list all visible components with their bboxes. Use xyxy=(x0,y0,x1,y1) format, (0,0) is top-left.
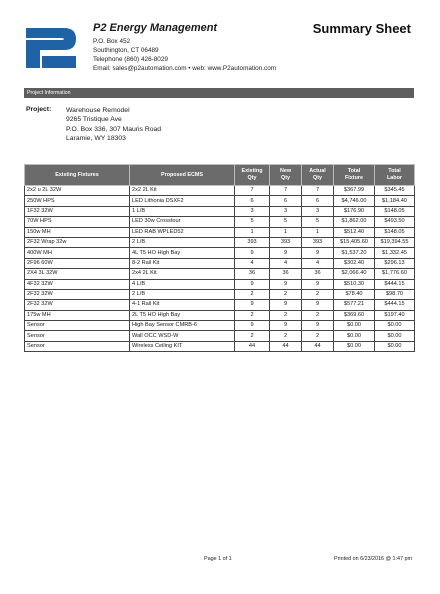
table-cell: 36 xyxy=(302,269,334,279)
table-cell: 4L T5 HO High Bay xyxy=(130,248,235,258)
telephone-line: Telephone (860) 426-8029 xyxy=(93,56,168,63)
table-cell: 393 xyxy=(235,237,270,247)
column-header-text: Qty xyxy=(247,175,257,181)
table-header-row xyxy=(25,165,415,186)
table-cell: $1,776.60 xyxy=(375,269,415,279)
table-cell: $0.00 xyxy=(375,321,415,331)
table-cell: 400W MH xyxy=(25,248,130,258)
table-cell: 6 xyxy=(270,196,302,206)
column-header xyxy=(375,165,415,186)
table-cell: 2x2 u 2L 32W xyxy=(25,186,130,196)
table-cell: 4 xyxy=(270,258,302,268)
table-cell: 4-1 Rail Kit xyxy=(130,300,235,310)
column-header-text: New xyxy=(279,168,292,174)
project-po-box: P.O. Box 336, 307 Mauris Road xyxy=(66,125,162,133)
project-label: Project: xyxy=(26,106,52,113)
table-cell: 2X4 3L 32W xyxy=(25,269,130,279)
table-row xyxy=(25,289,415,299)
table-cell: 5 xyxy=(302,217,334,227)
table-cell: 2x4 2L Kit xyxy=(130,269,235,279)
project-street: 9265 Tristique Ave xyxy=(66,116,122,124)
table-cell: 393 xyxy=(270,237,302,247)
table-cell: 9 xyxy=(302,321,334,331)
column-header-text: Actual xyxy=(309,168,326,174)
column-header xyxy=(334,165,375,186)
table-cell: 2F32 32W xyxy=(25,289,130,299)
table-cell: 9 xyxy=(235,279,270,289)
table-cell: 2 xyxy=(302,331,334,341)
project-city: Laramie, WY 18303 xyxy=(66,135,126,143)
table-cell: 9 xyxy=(302,248,334,258)
table-cell: 1 xyxy=(235,227,270,237)
table-row xyxy=(25,310,415,320)
table-cell: 175w MH xyxy=(25,310,130,320)
table-cell: $176.90 xyxy=(334,206,375,216)
table-cell: 4F32 32W xyxy=(25,279,130,289)
table-cell: 1 xyxy=(270,227,302,237)
table-cell: $510.30 xyxy=(334,279,375,289)
table-cell: 9 xyxy=(270,248,302,258)
column-header-text: Qty xyxy=(313,175,322,181)
table-cell: 2 xyxy=(270,331,302,341)
column-header xyxy=(235,165,270,186)
table-cell: $444.15 xyxy=(375,300,415,310)
table-cell: 44 xyxy=(270,341,302,351)
table-cell: $2,066.40 xyxy=(334,269,375,279)
table-row xyxy=(25,341,415,351)
table-cell: 2 xyxy=(302,310,334,320)
table-cell: $0.00 xyxy=(375,341,415,351)
table-cell: Sensor xyxy=(25,341,130,351)
table-cell: 2 L/B xyxy=(130,237,235,247)
table-cell: 9 xyxy=(302,300,334,310)
section-header-project-information: Project Information xyxy=(24,88,414,98)
table-cell: 1 xyxy=(302,227,334,237)
table-row xyxy=(25,258,415,268)
table-cell: $4,746.00 xyxy=(334,196,375,206)
table-row xyxy=(25,206,415,216)
table-cell: 70W HPS xyxy=(25,217,130,227)
table-cell: 9 xyxy=(270,321,302,331)
table-row xyxy=(25,331,415,341)
table-cell: 4 xyxy=(235,258,270,268)
column-header xyxy=(270,165,302,186)
column-header-text: Total xyxy=(347,168,361,174)
table-cell: 2F32 Wrap 32w xyxy=(25,237,130,247)
table-cell: $444.15 xyxy=(375,279,415,289)
table-cell: 9 xyxy=(235,248,270,258)
table-cell: 2 xyxy=(270,310,302,320)
table-cell: 9 xyxy=(302,279,334,289)
table-cell: 36 xyxy=(235,269,270,279)
table-cell: 9 xyxy=(235,321,270,331)
table-row xyxy=(25,237,415,247)
table-row xyxy=(25,217,415,227)
table-cell: $512.40 xyxy=(334,227,375,237)
company-block xyxy=(93,22,276,73)
table-cell: $197.40 xyxy=(375,310,415,320)
table-cell: High Bay Sensor CMRB-6 xyxy=(130,321,235,331)
table-cell: $296.13 xyxy=(375,258,415,268)
table-cell: 1F32 32W xyxy=(25,206,130,216)
column-header-text: Qty xyxy=(281,175,290,181)
table-cell: $345.45 xyxy=(375,186,415,196)
table-cell: LED RAB WPLED52 xyxy=(130,227,235,237)
table-body xyxy=(25,186,415,352)
table-cell: 4 xyxy=(302,258,334,268)
address-line: Southington, CT 06489 xyxy=(93,47,159,54)
table-cell: $0.00 xyxy=(334,321,375,331)
table-cell: 2 xyxy=(302,289,334,299)
table-cell: Sensor xyxy=(25,331,130,341)
table-cell: Wall OCC WSD-W xyxy=(130,331,235,341)
table-cell: $78.40 xyxy=(334,289,375,299)
table-cell: 1 L/B xyxy=(130,206,235,216)
table-cell: $1,184.40 xyxy=(375,196,415,206)
table-cell: 7 xyxy=(302,186,334,196)
table-row xyxy=(25,300,415,310)
table-row xyxy=(25,269,415,279)
table-cell: $15,405.60 xyxy=(334,237,375,247)
table-cell: 2 xyxy=(270,289,302,299)
column-header-text: Fixture xyxy=(345,175,363,181)
table-cell: LED Lithonia DSXF2 xyxy=(130,196,235,206)
table-row xyxy=(25,186,415,196)
table-cell: 6 xyxy=(302,196,334,206)
table-cell: 3 xyxy=(235,206,270,216)
table-cell: $493.50 xyxy=(375,217,415,227)
column-header-text: Labor xyxy=(387,175,402,181)
table-cell: 2x2 2L Kit xyxy=(130,186,235,196)
p2-logo xyxy=(24,26,78,70)
table-cell: 2F32 32W xyxy=(25,300,130,310)
table-row xyxy=(25,248,415,258)
table-cell: $19,394.55 xyxy=(375,237,415,247)
table-cell: 9 xyxy=(270,300,302,310)
table-cell: Sensor xyxy=(25,321,130,331)
email-web-line: Email: sales@p2automation.com • web: www.P2automation.com xyxy=(93,65,277,72)
table-cell: $1,332.45 xyxy=(375,248,415,258)
table-cell: 7 xyxy=(235,186,270,196)
table-cell: $369.60 xyxy=(334,310,375,320)
table-cell: 44 xyxy=(235,341,270,351)
table-cell: 4 L/B xyxy=(130,279,235,289)
column-header-text: Existing xyxy=(241,168,263,174)
column-header xyxy=(25,165,130,186)
table-cell: 393 xyxy=(302,237,334,247)
table-row xyxy=(25,227,415,237)
ecm-summary-table xyxy=(24,164,415,352)
table-cell: $302.40 xyxy=(334,258,375,268)
table-cell: $1,537.20 xyxy=(334,248,375,258)
column-header-text: Total xyxy=(388,168,401,174)
project-address xyxy=(66,106,161,144)
table-cell: 9 xyxy=(235,300,270,310)
table-cell: 150w MH xyxy=(25,227,130,237)
table-cell: $367.99 xyxy=(334,186,375,196)
column-header-text: Existing Fixtures xyxy=(55,171,99,178)
printed-timestamp: Printed on 6/23/2016 @ 1:47 pm xyxy=(334,556,412,562)
sheet-title: Summary Sheet xyxy=(312,21,411,36)
table-cell: 5 xyxy=(270,217,302,227)
address-line: P.O. Box 452 xyxy=(93,38,131,45)
table-cell: $577.21 xyxy=(334,300,375,310)
table-row xyxy=(25,321,415,331)
table-cell: $98.70 xyxy=(375,289,415,299)
page-number: Page 1 of 1 xyxy=(204,556,232,562)
table-cell: 2 xyxy=(235,289,270,299)
company-name: P2 Energy Management xyxy=(93,22,218,34)
column-header xyxy=(302,165,334,186)
column-header-text: Proposed ECMS xyxy=(161,171,203,178)
table-cell: $148.05 xyxy=(375,227,415,237)
table-cell: 6 xyxy=(235,196,270,206)
table-cell: 9 xyxy=(270,279,302,289)
table-cell: 44 xyxy=(302,341,334,351)
table-row xyxy=(25,196,415,206)
table-cell: $148.05 xyxy=(375,206,415,216)
table-cell: 5 xyxy=(235,217,270,227)
table-cell: 36 xyxy=(270,269,302,279)
table-cell: $0.00 xyxy=(334,341,375,351)
table-cell: $1,862.00 xyxy=(334,217,375,227)
table-cell: 2 L/B xyxy=(130,289,235,299)
table-cell: $0.00 xyxy=(334,331,375,341)
table-cell: LED 30w Crosstour xyxy=(130,217,235,227)
project-name: Warehouse Remodel xyxy=(66,107,130,114)
table-row xyxy=(25,279,415,289)
table-cell: 2F96 60W xyxy=(25,258,130,268)
table-cell: 7 xyxy=(270,186,302,196)
column-header xyxy=(130,165,235,186)
table-cell: 3 xyxy=(302,206,334,216)
table-cell: 250W HPS xyxy=(25,196,130,206)
table-cell: 2L T5 HO High Bay xyxy=(130,310,235,320)
table-cell: 2 xyxy=(235,331,270,341)
table-cell: $0.00 xyxy=(375,331,415,341)
table-cell: 8-2 Rail Kit xyxy=(130,258,235,268)
table-cell: 3 xyxy=(270,206,302,216)
table-cell: Wireless Ceiling KIT xyxy=(130,341,235,351)
table-cell: 2 xyxy=(235,310,270,320)
